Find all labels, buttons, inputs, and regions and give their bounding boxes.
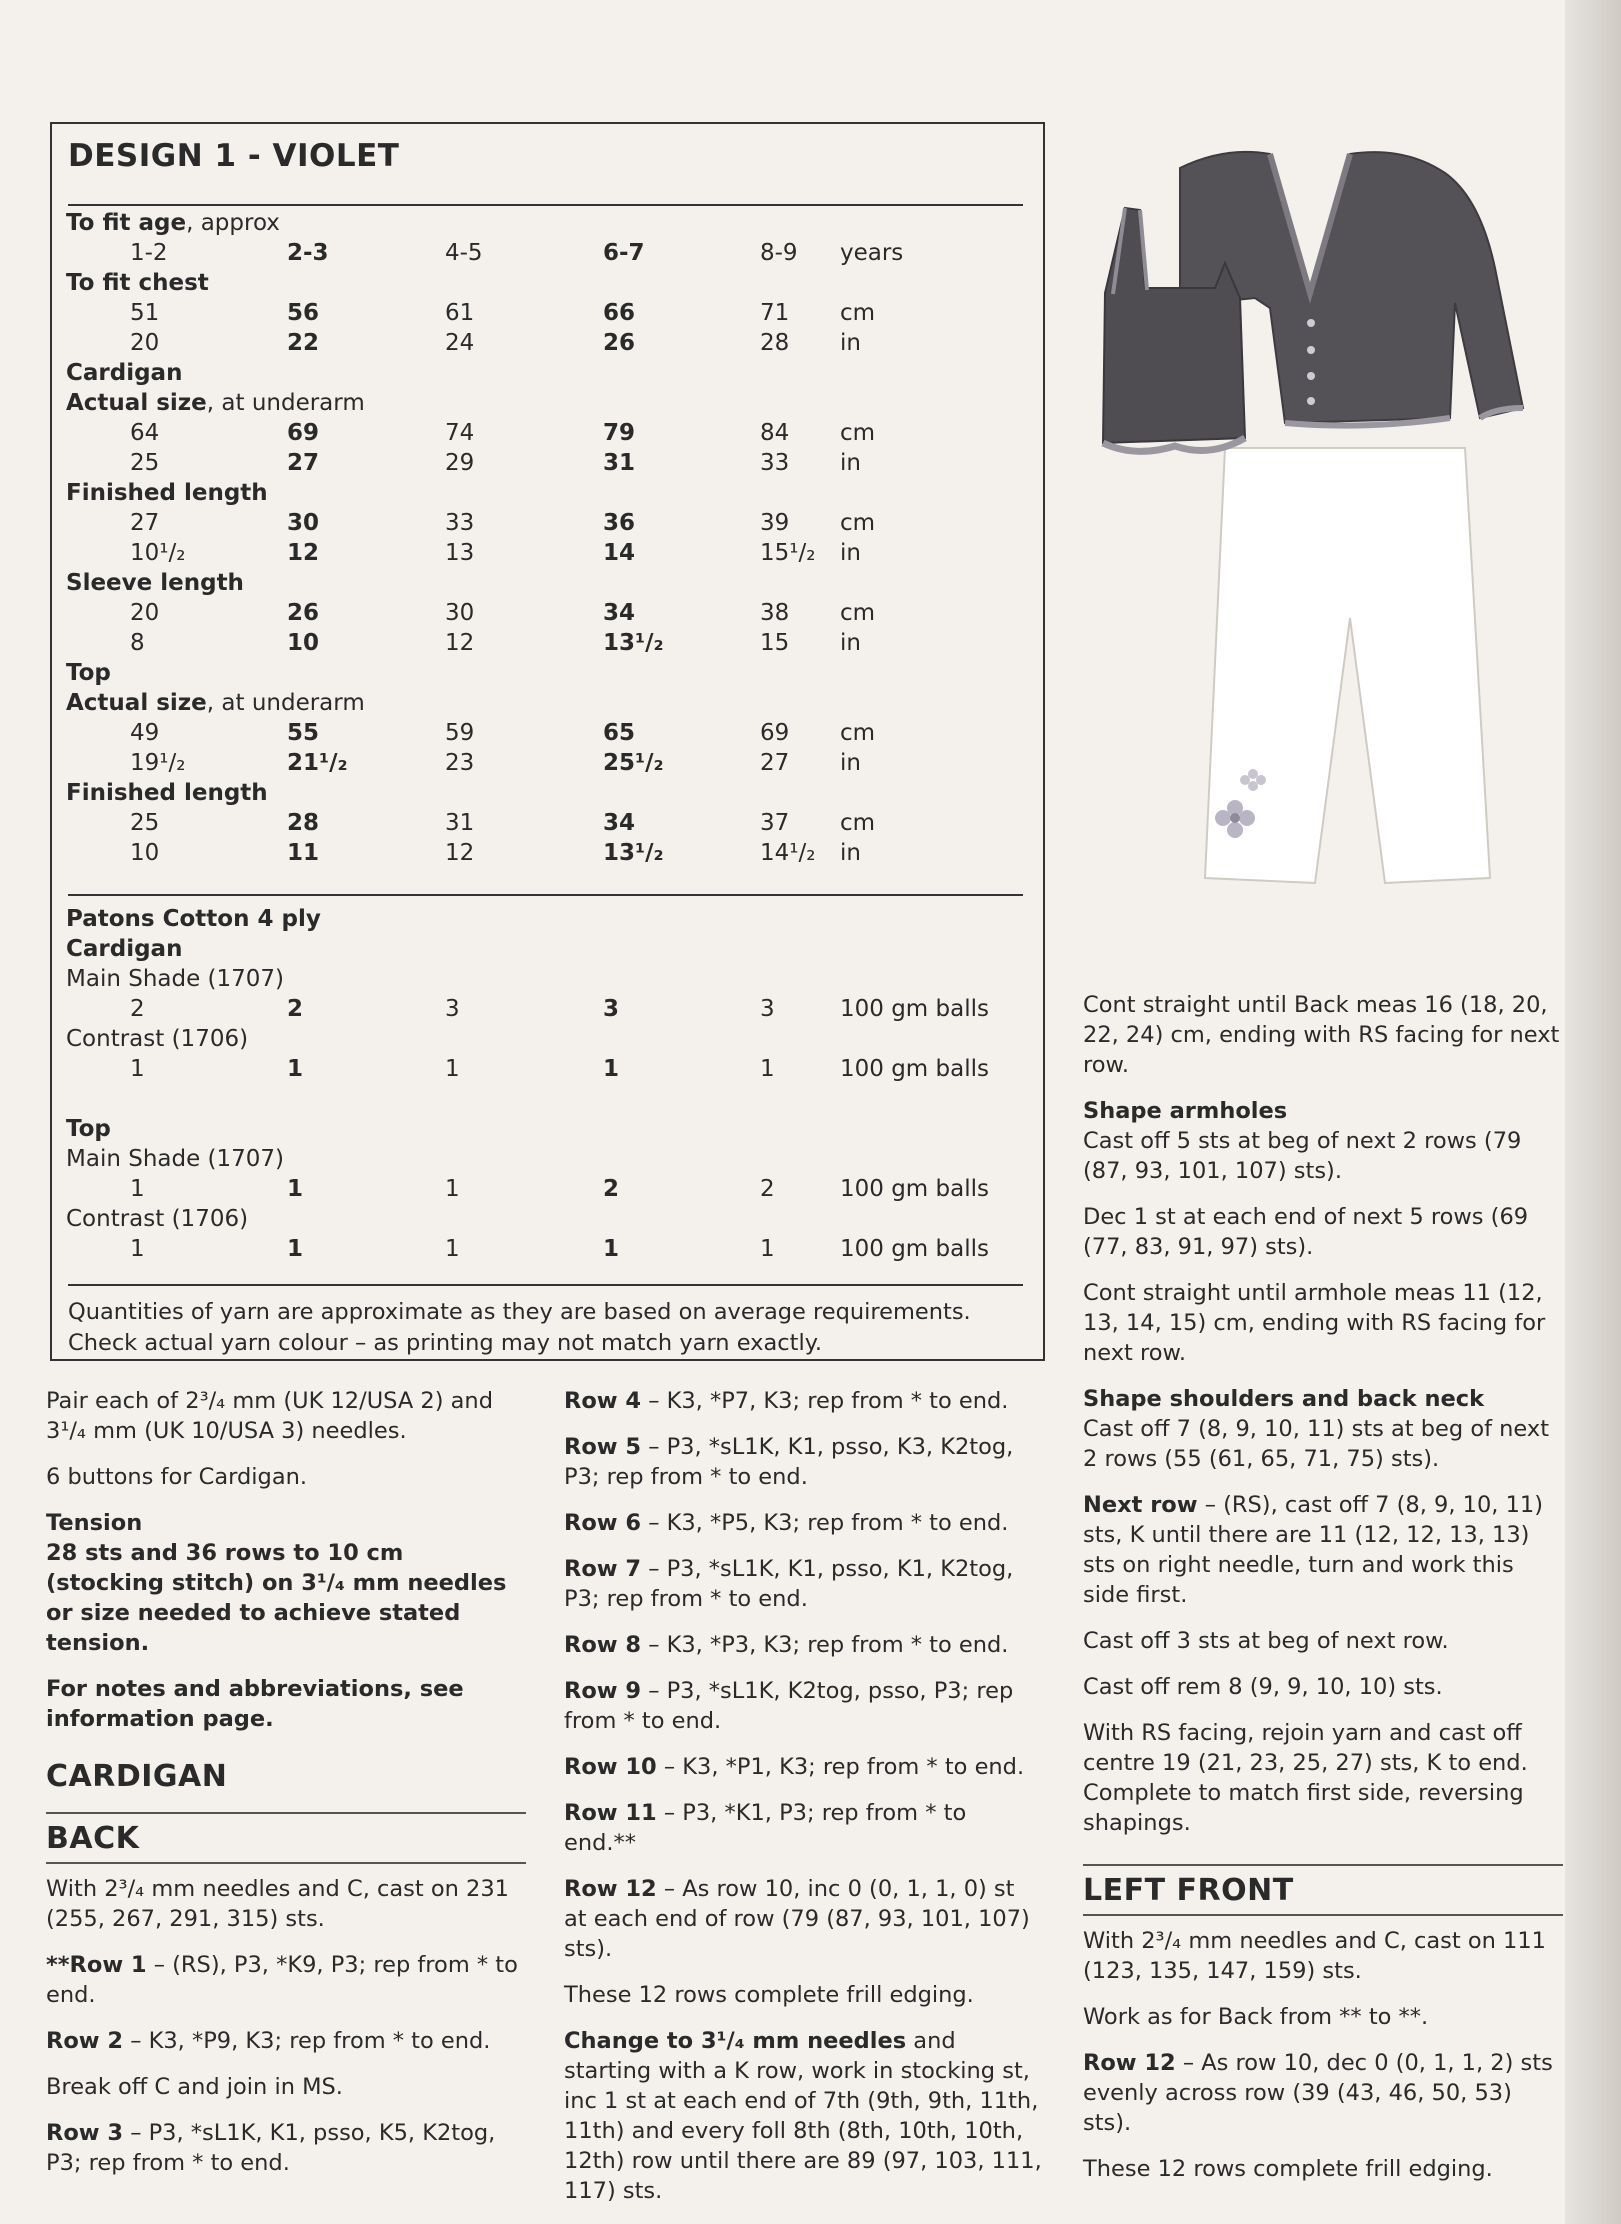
- cardigan-heading: CARDIGAN: [46, 1759, 228, 1794]
- row-chest-in: 20 22 24 26 28 in: [130, 330, 861, 356]
- row-10: Row 10 – K3, *P1, K3; rep from * to end.: [564, 1754, 1025, 1780]
- row-6: Row 6 – K3, *P5, K3; rep from * to end.: [564, 1510, 1009, 1536]
- back-heading: BACK: [46, 1821, 140, 1856]
- cont-straight: Cont straight until Back meas 16 (18, 20, 22, 24) cm, ending with RS facing for next row.: [1083, 992, 1560, 1078]
- row-card-contrast-label: Contrast (1706): [66, 1026, 249, 1052]
- divider: [46, 1862, 526, 1864]
- page-edge: [1565, 0, 1621, 2224]
- row-ages: 1-2 2-3 4-5 6-7 8-9 years: [130, 240, 904, 266]
- row-top-main-label: Main Shade (1707): [66, 1146, 285, 1172]
- row-fit-chest-label: To fit chest: [66, 270, 209, 296]
- row-card-main: 2 2 3 3 3 100 gm balls: [130, 996, 989, 1022]
- row-top-actual-cm: 49 55 59 65 69 cm: [130, 720, 876, 746]
- back-cast-on: With 2³/₄ mm needles and C, cast on 231 (255, 267, 291, 315) sts.: [46, 1876, 509, 1932]
- shoulders-text: Cast off 7 (8, 9, 10, 11) sts at beg of next 2 rows (55 (61, 65, 71, 75) sts).: [1083, 1416, 1550, 1472]
- row-top-actual-in: 19¹/₂ 21¹/₂ 23 25¹/₂ 27 in: [130, 750, 861, 776]
- armholes-heading: Shape armholes: [1083, 1098, 1288, 1124]
- row-top-main: 1 1 1 2 2 100 gm balls: [130, 1176, 989, 1202]
- design-title: DESIGN 1 - VIOLET: [68, 138, 400, 174]
- frill-complete: These 12 rows complete frill edging.: [564, 1982, 974, 2008]
- row-cardigan-label: Cardigan: [66, 360, 183, 386]
- row-card-length-in: 10¹/₂ 12 13 14 15¹/₂ in: [130, 540, 861, 566]
- cast-off-3: Cast off 3 sts at beg of next row.: [1083, 1628, 1449, 1654]
- next-row: Next row – (RS), cast off 7 (8, 9, 10, 11) sts, K until there are 11 (12, 12, 13, 13) sts on right needle, turn and work this side first.: [1083, 1492, 1543, 1608]
- row-card-actual-in: 25 27 29 31 33 in: [130, 450, 861, 476]
- row-chest-cm: 51 56 61 66 71 cm: [130, 300, 876, 326]
- row-yarn-name: Patons Cotton 4 ply: [66, 906, 321, 932]
- armholes-text: Cast off 5 sts at beg of next 2 rows (79 (87, 93, 101, 107) sts).: [1083, 1128, 1522, 1184]
- back-row-1: **Row 1 – (RS), P3, *K9, P3; rep from * to end.: [46, 1952, 518, 2008]
- row-sleeve-cm: 20 26 30 34 38 cm: [130, 600, 876, 626]
- shoulders-heading: Shape shoulders and back neck: [1083, 1386, 1485, 1412]
- divider: [1083, 1914, 1563, 1916]
- tension-text: 28 sts and 36 rows to 10 cm (stocking stitch) on 3¹/₄ mm needles or size needed to achieve stated tension.: [46, 1540, 507, 1656]
- row-sleeve-in: 8 10 12 13¹/₂ 15 in: [130, 630, 861, 656]
- lf-cast-on: With 2³/₄ mm needles and C, cast on 111 (123, 135, 147, 159) sts.: [1083, 1928, 1546, 1984]
- row-card-length-cm: 27 30 33 36 39 cm: [130, 510, 876, 536]
- row-12: Row 12 – As row 10, inc 0 (0, 1, 1, 0) st at each end of row (79 (87, 93, 101, 107) sts).: [564, 1876, 1030, 1962]
- lf-complete: These 12 rows complete frill edging.: [1083, 2156, 1493, 2182]
- left-front-heading: LEFT FRONT: [1083, 1873, 1294, 1908]
- row-yarn-cardigan: Cardigan: [66, 936, 183, 962]
- row-4: Row 4 – K3, *P7, K3; rep from * to end.: [564, 1388, 1009, 1414]
- row-top-contrast-label: Contrast (1706): [66, 1206, 249, 1232]
- rejoin-text: With RS facing, rejoin yarn and cast off centre 19 (21, 23, 25, 27) sts, K to end. Complete to match first side, reversing shapings.: [1083, 1720, 1528, 1836]
- row-top-contrast: 1 1 1 1 1 100 gm balls: [130, 1236, 989, 1262]
- divider: [1083, 1864, 1563, 1866]
- row-top-finished-length-label: Finished length: [66, 780, 268, 806]
- break-yarn: Break off C and join in MS.: [46, 2074, 343, 2100]
- tension-heading: Tension: [46, 1510, 143, 1536]
- buttons-text: 6 buttons for Cardigan.: [46, 1464, 308, 1490]
- back-row-3: Row 3 – P3, *sL1K, K1, psso, K5, K2tog, P3; rep from * to end.: [46, 2120, 496, 2176]
- size-table: [50, 122, 1045, 1361]
- column-back-shaping: [1083, 990, 1563, 2200]
- row-actual-size-label: Actual size, at underarm: [66, 390, 365, 416]
- lf-work: Work as for Back from ** to **.: [1083, 2004, 1429, 2030]
- row-top-length-in: 10 11 12 13¹/₂ 14¹/₂ in: [130, 840, 861, 866]
- row-11: Row 11 – P3, *K1, P3; rep from * to end.**: [564, 1800, 967, 1856]
- column-materials: [46, 1386, 526, 2194]
- row-top-label: Top: [66, 660, 111, 686]
- dec-text: Dec 1 st at each end of next 5 rows (69 (77, 83, 91, 97) sts).: [1083, 1204, 1529, 1260]
- yarn-note: Quantities of yarn are approximate as they are based on average requirements. Check actual yarn colour – as printing may not match yarn exactly.: [68, 1299, 971, 1356]
- row-yarn-top: Top: [66, 1116, 111, 1142]
- column-rows: [564, 1386, 1044, 2222]
- change-needles: Change to 3¹/₄ mm needles and starting with a K row, work in stocking st, inc 1 st at each end of 7th (9th, 9th, 11th, 11th) and every foll 8th (8th, 10th, 10th, 12th) row until there are 89 (97, 103, 111, 117) sts.: [564, 2028, 1042, 2204]
- divider: [68, 204, 1023, 206]
- cont-armhole: Cont straight until armhole meas 11 (12, 13, 14, 15) cm, ending with RS facing for next row.: [1083, 1280, 1546, 1366]
- notes-text: For notes and abbreviations, see information page.: [46, 1676, 464, 1732]
- row-sleeve-length-label: Sleeve length: [66, 570, 244, 596]
- row-card-main-label: Main Shade (1707): [66, 966, 285, 992]
- row-finished-length-label: Finished length: [66, 480, 268, 506]
- row-8: Row 8 – K3, *P3, K3; rep from * to end.: [564, 1632, 1009, 1658]
- divider: [68, 894, 1023, 896]
- cast-off-rem: Cast off rem 8 (9, 9, 10, 10) sts.: [1083, 1674, 1443, 1700]
- lf-row-12: Row 12 – As row 10, dec 0 (0, 1, 1, 2) sts evenly across row (39 (43, 46, 50, 53) sts).: [1083, 2050, 1553, 2136]
- garment-photo: [1085, 118, 1545, 888]
- divider: [46, 1812, 526, 1814]
- row-top-length-cm: 25 28 31 34 37 cm: [130, 810, 876, 836]
- row-card-contrast: 1 1 1 1 1 100 gm balls: [130, 1056, 989, 1082]
- row-5: Row 5 – P3, *sL1K, K1, psso, K3, K2tog, P3; rep from * to end.: [564, 1434, 1014, 1490]
- row-7: Row 7 – P3, *sL1K, K1, psso, K1, K2tog, P3; rep from * to end.: [564, 1556, 1014, 1612]
- row-9: Row 9 – P3, *sL1K, K2tog, psso, P3; rep from * to end.: [564, 1678, 1014, 1734]
- row-card-actual-cm: 64 69 74 79 84 cm: [130, 420, 876, 446]
- row-fit-age-label: To fit age, approx: [66, 210, 280, 236]
- needles-text: Pair each of 2³/₄ mm (UK 12/USA 2) and 3¹/₄ mm (UK 10/USA 3) needles.: [46, 1388, 493, 1444]
- back-row-2: Row 2 – K3, *P9, K3; rep from * to end.: [46, 2028, 491, 2054]
- row-top-actual-size-label: Actual size, at underarm: [66, 690, 365, 716]
- divider: [68, 1284, 1023, 1286]
